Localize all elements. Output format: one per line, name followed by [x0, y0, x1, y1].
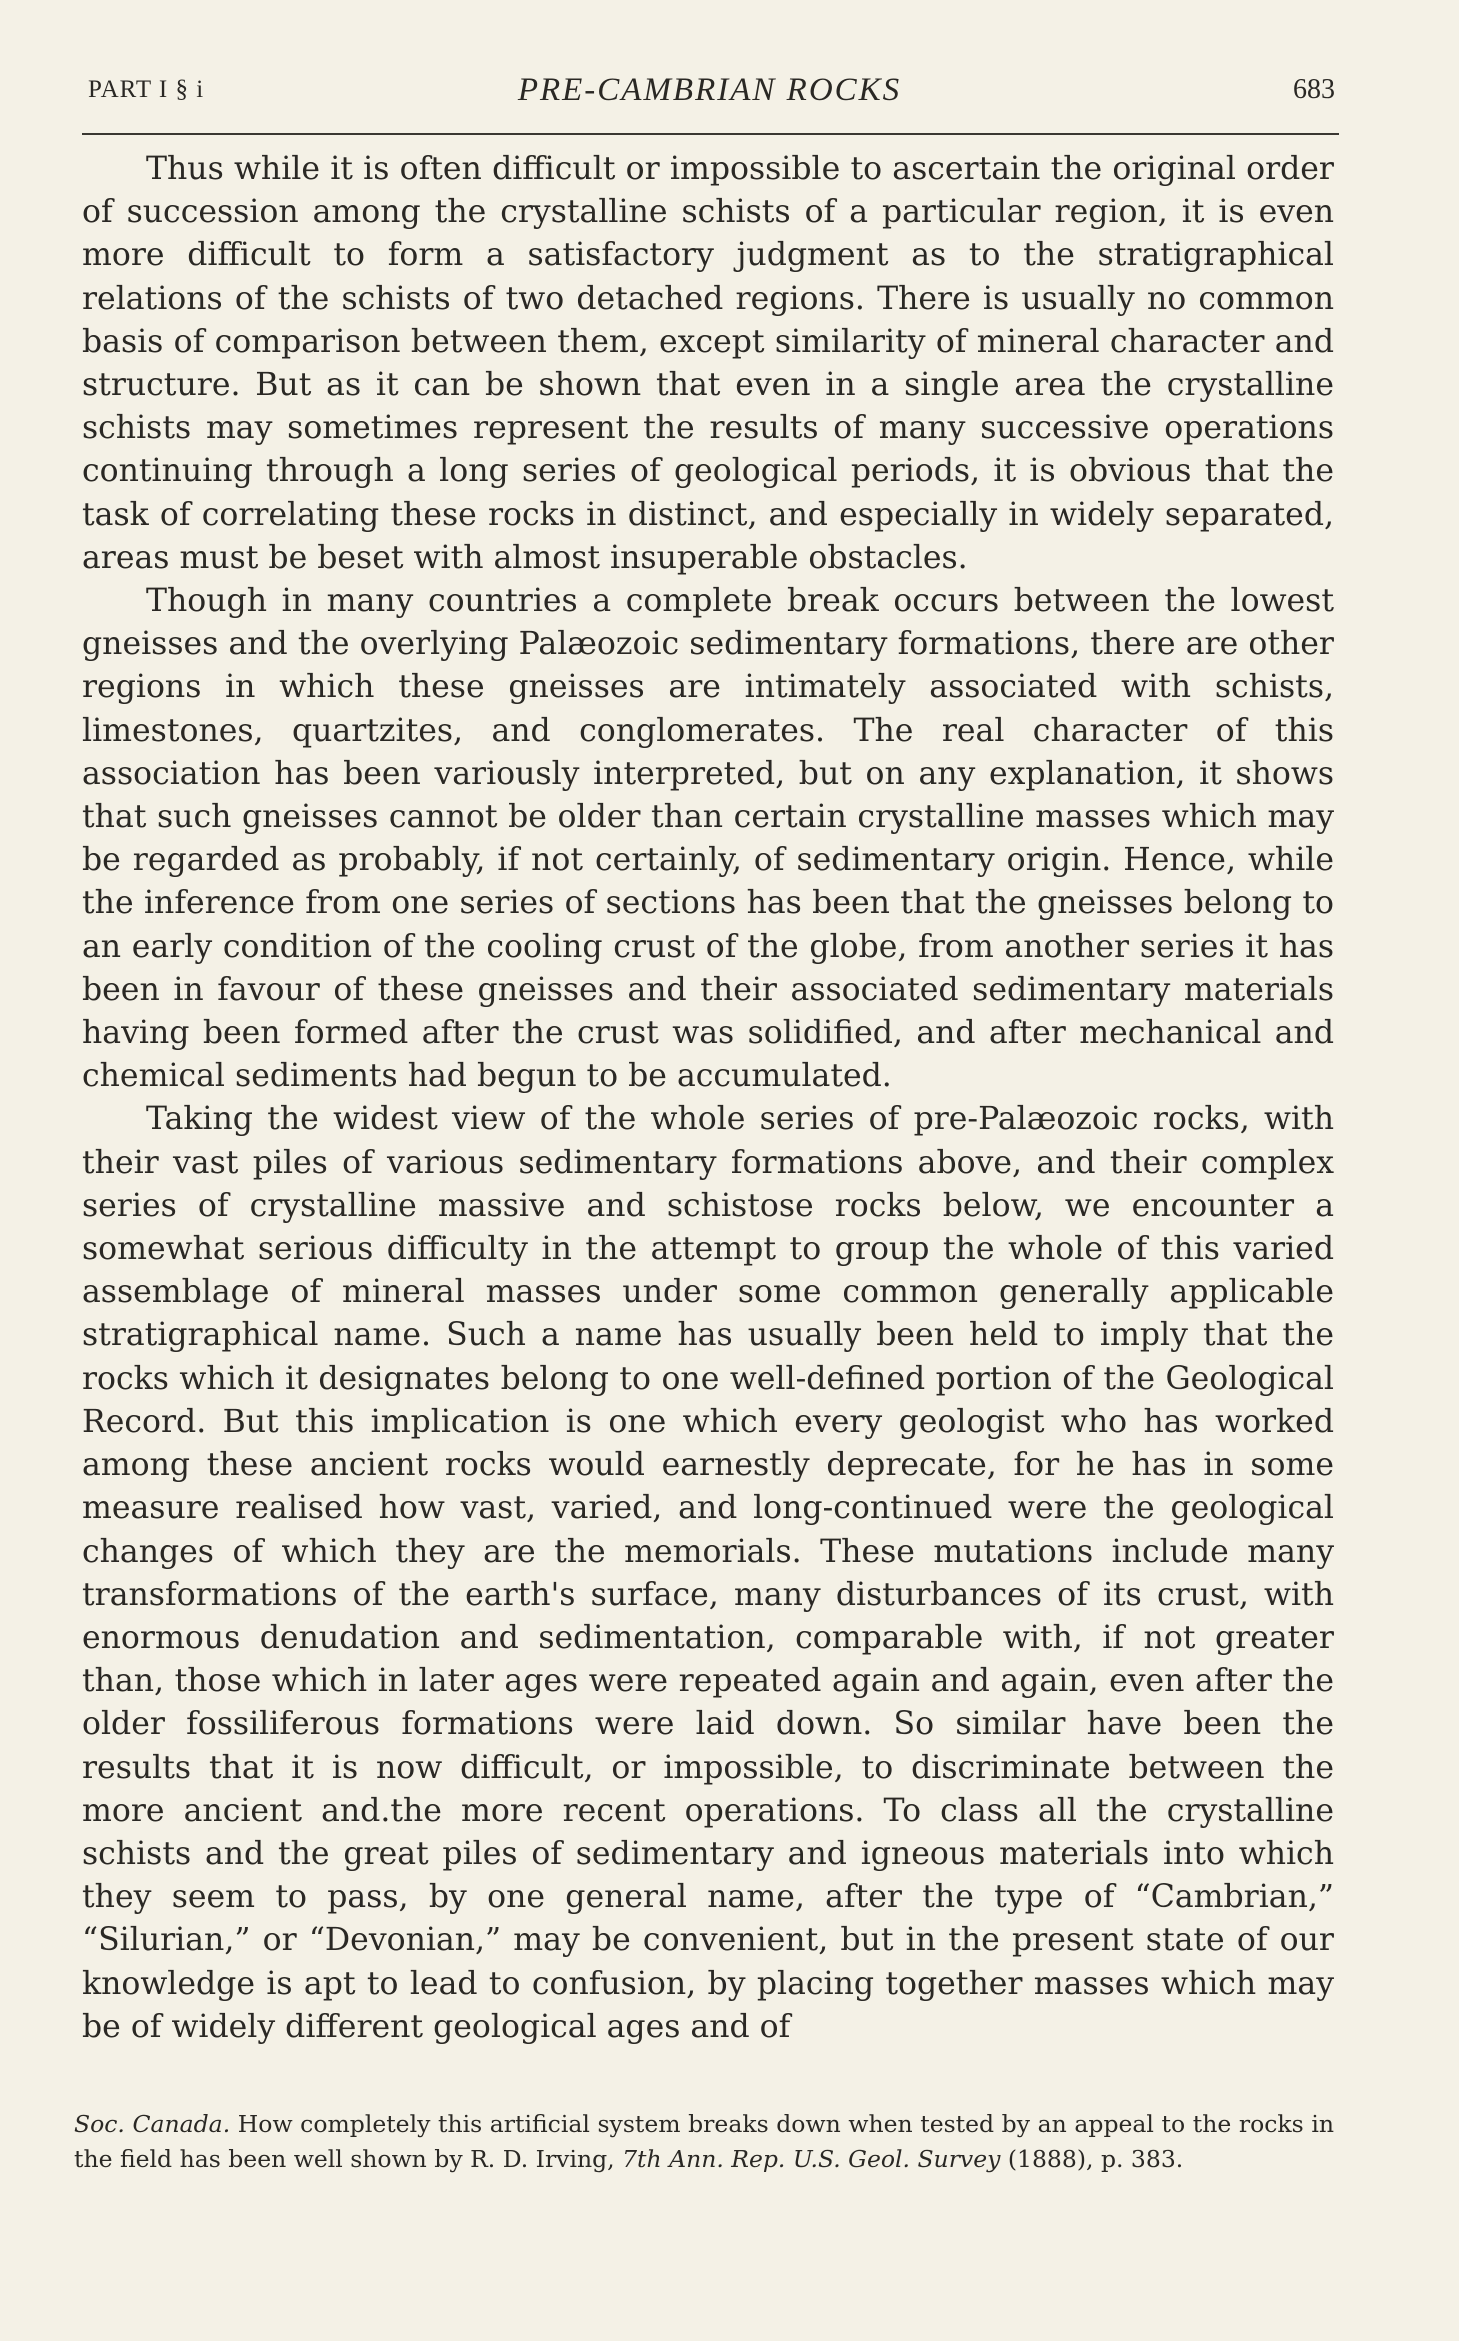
paragraph: Taking the widest view of the whole series of pre-Palæozoic rocks, with their vast piles of various sedimentary formations above, and their complex series of crystalline massive and schistose rocks below, we encounter a somewhat serious difficulty in the attempt to group the whole of this varied assemblage of mineral masses under some common generally applicable stratigraphical name. Such a name has usually been held to imply that the rocks which it designates belong to one well-defined portion of the Geological Record. But this implication is one which every geologist who has worked among these ancient rocks would earnestly deprecate, for he has in some measure realised how vast, varied, and long-continued were the geological changes of which they are the memorials. These mutations include many transformations of the earth's surface, many disturbances of its crust, with enormous denudation and sedimentation, comparable with, if not greater than, those which in later ages were repeated again and again, even after the older fossiliferous formations were laid down. So similar have been the results that it is now difficult, or impossible, to discriminate between the more ancient and.the more recent operations. To class all the crystalline schists and the great piles of sedimentary and igneous materials into which they seem to pass, by one general name, after the type of “Cambrian,” “Silurian,” or “Devonian,” may be convenient, but in the present state of our knowledge is apt to lead to confusion, by placing together masses which may be of widely different geological ages and of: [82, 1101, 1334, 2045]
footnote-journal: Soc. Canada.: [74, 2110, 231, 2138]
footnote-report: 7th Ann. Rep. U.S. Geol. Survey: [622, 2145, 1001, 2173]
paragraph: Thus while it is often difficult or impossible to ascertain the original order of succession among the crystalline schists of a particular region, it is even more difficult to form a satisfactory judgment as to the stratigraphical relations of the schists of two detached regions. There is usually no common basis of comparison between them, except similarity of mineral character and structure. But as it can be shown that even in a single area the crystalline schists may sometimes represent the results of many successive operations continuing through a long series of geological periods, it is obvious that the task of correlating these rocks in distinct, and especially in widely separated, areas must be beset with almost insuperable obstacles.: [82, 151, 1334, 576]
header-rule: [82, 133, 1339, 135]
page-number: 683: [1293, 74, 1335, 105]
running-header: [80, 72, 1339, 112]
footnote-citation: (1888), p. 383.: [1000, 2145, 1184, 2173]
footnote: [74, 2107, 1334, 2177]
footnote-text: How completely this artificial system breaks down when tested by an appeal to the rocks in the field has been well shown by R. D. Irving,: [74, 2110, 1334, 2173]
paragraph: Though in many countries a complete break occurs between the lowest gneisses and the overlying Palæozoic sedimentary formations, there are other regions in which these gneisses are intimately associated with schists, limestones, quartzites, and conglomerates. The real character of this association has been variously interpreted, but on any explanation, it shows that such gneisses cannot be older than certain crystalline masses which may be regarded as probably, if not certainly, of sedimentary origin. Hence, while the inference from one series of sections has been that the gneisses belong to an early condition of the cooling crust of the globe, from another series it has been in favour of these gneisses and their associated sedimentary materials having been formed after the crust was solidified, and after mechanical and chemical sediments had begun to be accumulated.: [82, 583, 1334, 1095]
main-text: [82, 148, 1334, 2049]
section-label: PART I § i: [88, 76, 205, 103]
running-title: PRE-CAMBRIAN ROCKS: [517, 72, 902, 108]
